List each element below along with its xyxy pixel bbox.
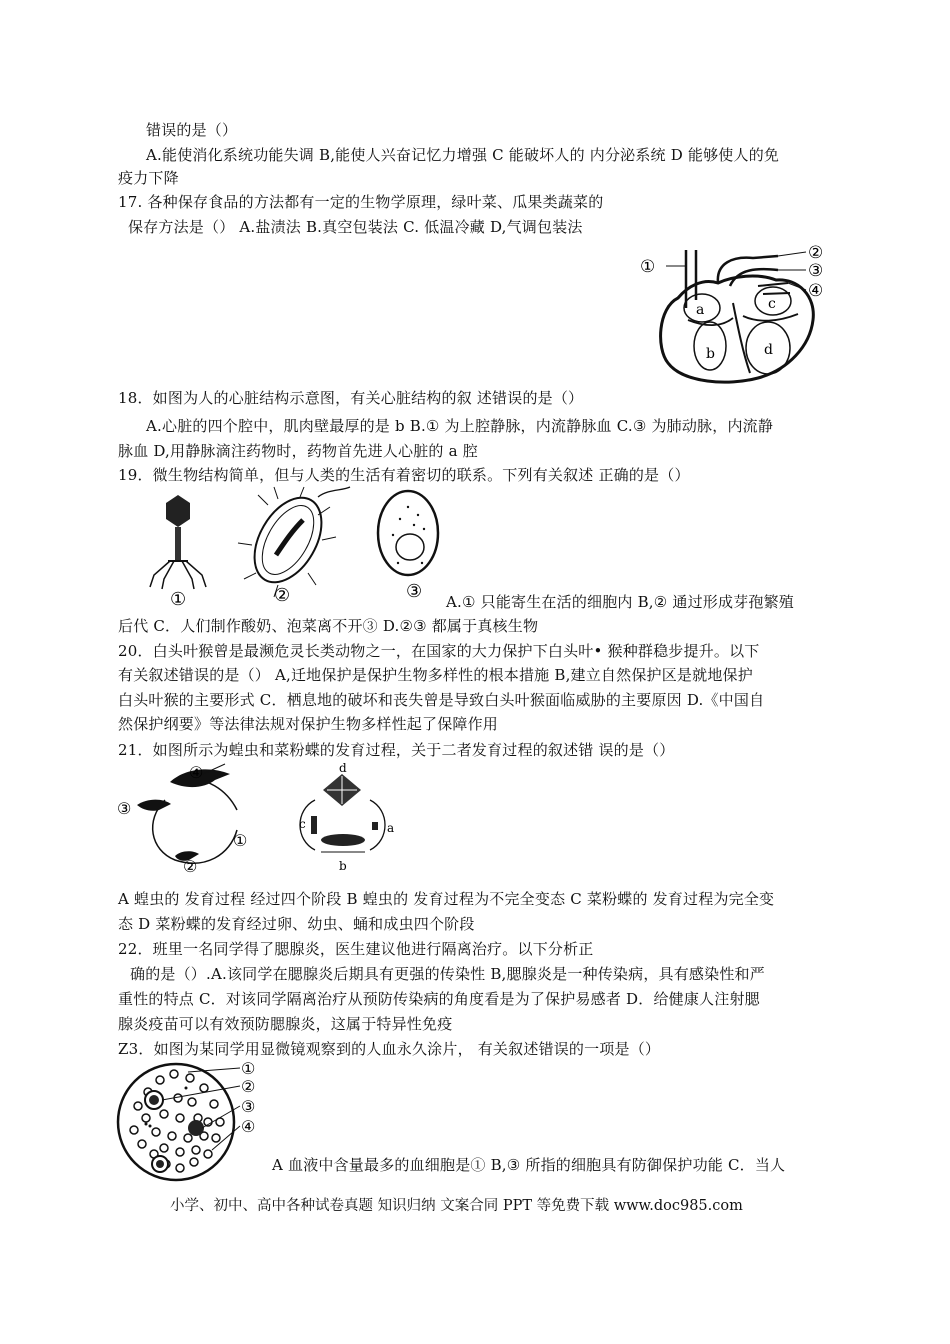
line-q20-3: 白头叶猴的主要形式 C．栖息地的破坏和丧失曾是导致白头叶猴面临威胁的主要原因 D.《中国自 — [118, 691, 765, 709]
yeast-cell-icon — [378, 491, 438, 575]
locust-cycle-icon — [137, 764, 237, 863]
line-q19-options-1: A.① 只能寄生在活的细胞内 B,② 通过形成芽孢繁殖 — [446, 593, 794, 611]
line-q20-4: 然保护纲要》等法律法规对保护生物多样性起了保障作用 — [118, 715, 499, 733]
insect-label-2: ② — [183, 857, 198, 875]
microbe-label-2: ② — [274, 585, 291, 606]
butterfly-cycle-icon — [300, 774, 385, 852]
pulmonary-vein — [758, 283, 790, 294]
line-q22-4: 腺炎疫苗可以有效预防腮腺炎，这属于特异性免疫 — [118, 1015, 453, 1033]
heart-outline — [661, 276, 814, 382]
line-q22-3: 重性的特点 C．对该同学隔离治疗从预防传染病的角度看是为了保护易感者 D．给健康人注射腮 — [118, 990, 760, 1008]
line-q21: 21．如图所示为蝗虫和菜粉蝶的发育过程，关于二者发育过程的叙述错 误的是（） — [118, 741, 675, 759]
heart-label-a: a — [696, 302, 705, 318]
bacterium-icon — [238, 486, 350, 597]
blood-label-2: ② — [241, 1077, 256, 1096]
line-q23: Z3．如图为某同学用显微镜观察到的人血永久涂片， 有关叙述错误的一项是（） — [118, 1040, 661, 1058]
insect-label-b: b — [339, 859, 347, 873]
insect-label-3: ③ — [117, 799, 132, 818]
line-1: 错误的是（） — [146, 121, 238, 139]
line-q18-options-1: A.心脏的四个腔中，肌肉壁最厚的是 b B.① 为上腔静脉，内流静脉血 C.③ 为肺动脉，内流静 — [146, 417, 774, 435]
blood-label-4: ④ — [241, 1117, 256, 1136]
microbes-figure — [128, 485, 448, 610]
bacteriophage-icon — [150, 495, 206, 589]
insect-label-1: ① — [233, 831, 248, 850]
line-q20-2: 有关叙述错误的是（） A,迁地保护是保护生物多样性的根本措施 B,建立自然保护区是就地保护 — [118, 666, 753, 684]
line-q19-options-2: 后代 C．人们制作酸奶、泡菜离不开③ D.②③ 都属于真核生物 — [118, 617, 539, 635]
microbe-label-3: ③ — [406, 581, 423, 602]
line-q22-2: 确的是（）.A.该同学在腮腺炎后期具有更强的传染性 B,腮腺炎是一种传染病，具有感染性和严 — [130, 965, 765, 983]
line-q17-options: 保存方法是（） A.盐渍法 B.真空包装法 C. 低温冷藏 D,气调包装法 — [128, 218, 583, 236]
heart-label-1: ① — [640, 257, 656, 277]
heart-label-3: ③ — [808, 261, 824, 281]
heart-label-b: b — [706, 346, 715, 362]
line-q23-options: A 血液中含量最多的血细胞是① B,③ 所指的细胞具有防御保护功能 C．当人 — [272, 1156, 786, 1174]
line-q22: 22．班里一名同学得了腮腺炎，医生建议他进行隔离治疗。以下分析正 — [118, 940, 594, 958]
line-q18-options-2: 脉血 D,用静脉滴注药物时，药物首先进人心脏的 a 腔 — [118, 442, 478, 460]
line-q21-options-2: 态 D 菜粉蝶的发育经过卵、幼虫、蛹和成虫四个阶段 — [118, 915, 475, 933]
heart-label-2: ② — [808, 243, 824, 263]
line-q18: 18．如图为人的心脏结构示意图，有关心脏结构的叙 述错误的是（） — [118, 389, 584, 407]
line-2: A.能使消化系统功能失调 B,能使人兴奋记忆力增强 C 能破坏人的 内分泌系统 D 能够使人的免 — [146, 146, 780, 164]
heart-label-d: d — [764, 342, 773, 358]
line-3: 疫力下降 — [118, 169, 179, 187]
line-q17: 17. 各种保存食品的方法都有一定的生物学原理，绿叶菜、瓜果类蔬菜的 — [118, 193, 604, 211]
blood-label-3: ③ — [241, 1097, 256, 1116]
line-q19: 19．微生物结构简单，但与人类的生活有着密切的联系。下列有关叙述 正确的是（） — [118, 466, 690, 484]
heart-label-c: c — [768, 296, 776, 312]
insect-label-4: ④ — [189, 763, 204, 782]
insect-label-d: d — [339, 761, 347, 775]
line-q20: 20．白头叶猴曾是最濒危灵长类动物之一，在国家的大力保护下白头叶• 猴种群稳步提升。以下 — [118, 642, 760, 660]
line-q21-options-1: A 蝗虫的 发育过程 经过四个阶段 B 蝗虫的 发育过程为不完全变态 C 菜粉蝶的 发育过程为完全变 — [118, 890, 775, 908]
blood-label-1: ① — [241, 1059, 256, 1078]
insect-label-c: c — [299, 817, 306, 831]
heart-label-4: ④ — [808, 281, 824, 301]
blood-smear-figure — [116, 1058, 276, 1188]
insect-label-a: a — [387, 821, 395, 835]
insect-development-figure — [115, 760, 415, 875]
microbe-label-1: ① — [170, 589, 187, 610]
page-footer: 小学、初中、高中各种试卷真题 知识归纳 文案合同 PPT 等免费下载 www.doc985.com — [170, 1198, 743, 1214]
heart-diagram — [638, 238, 848, 388]
